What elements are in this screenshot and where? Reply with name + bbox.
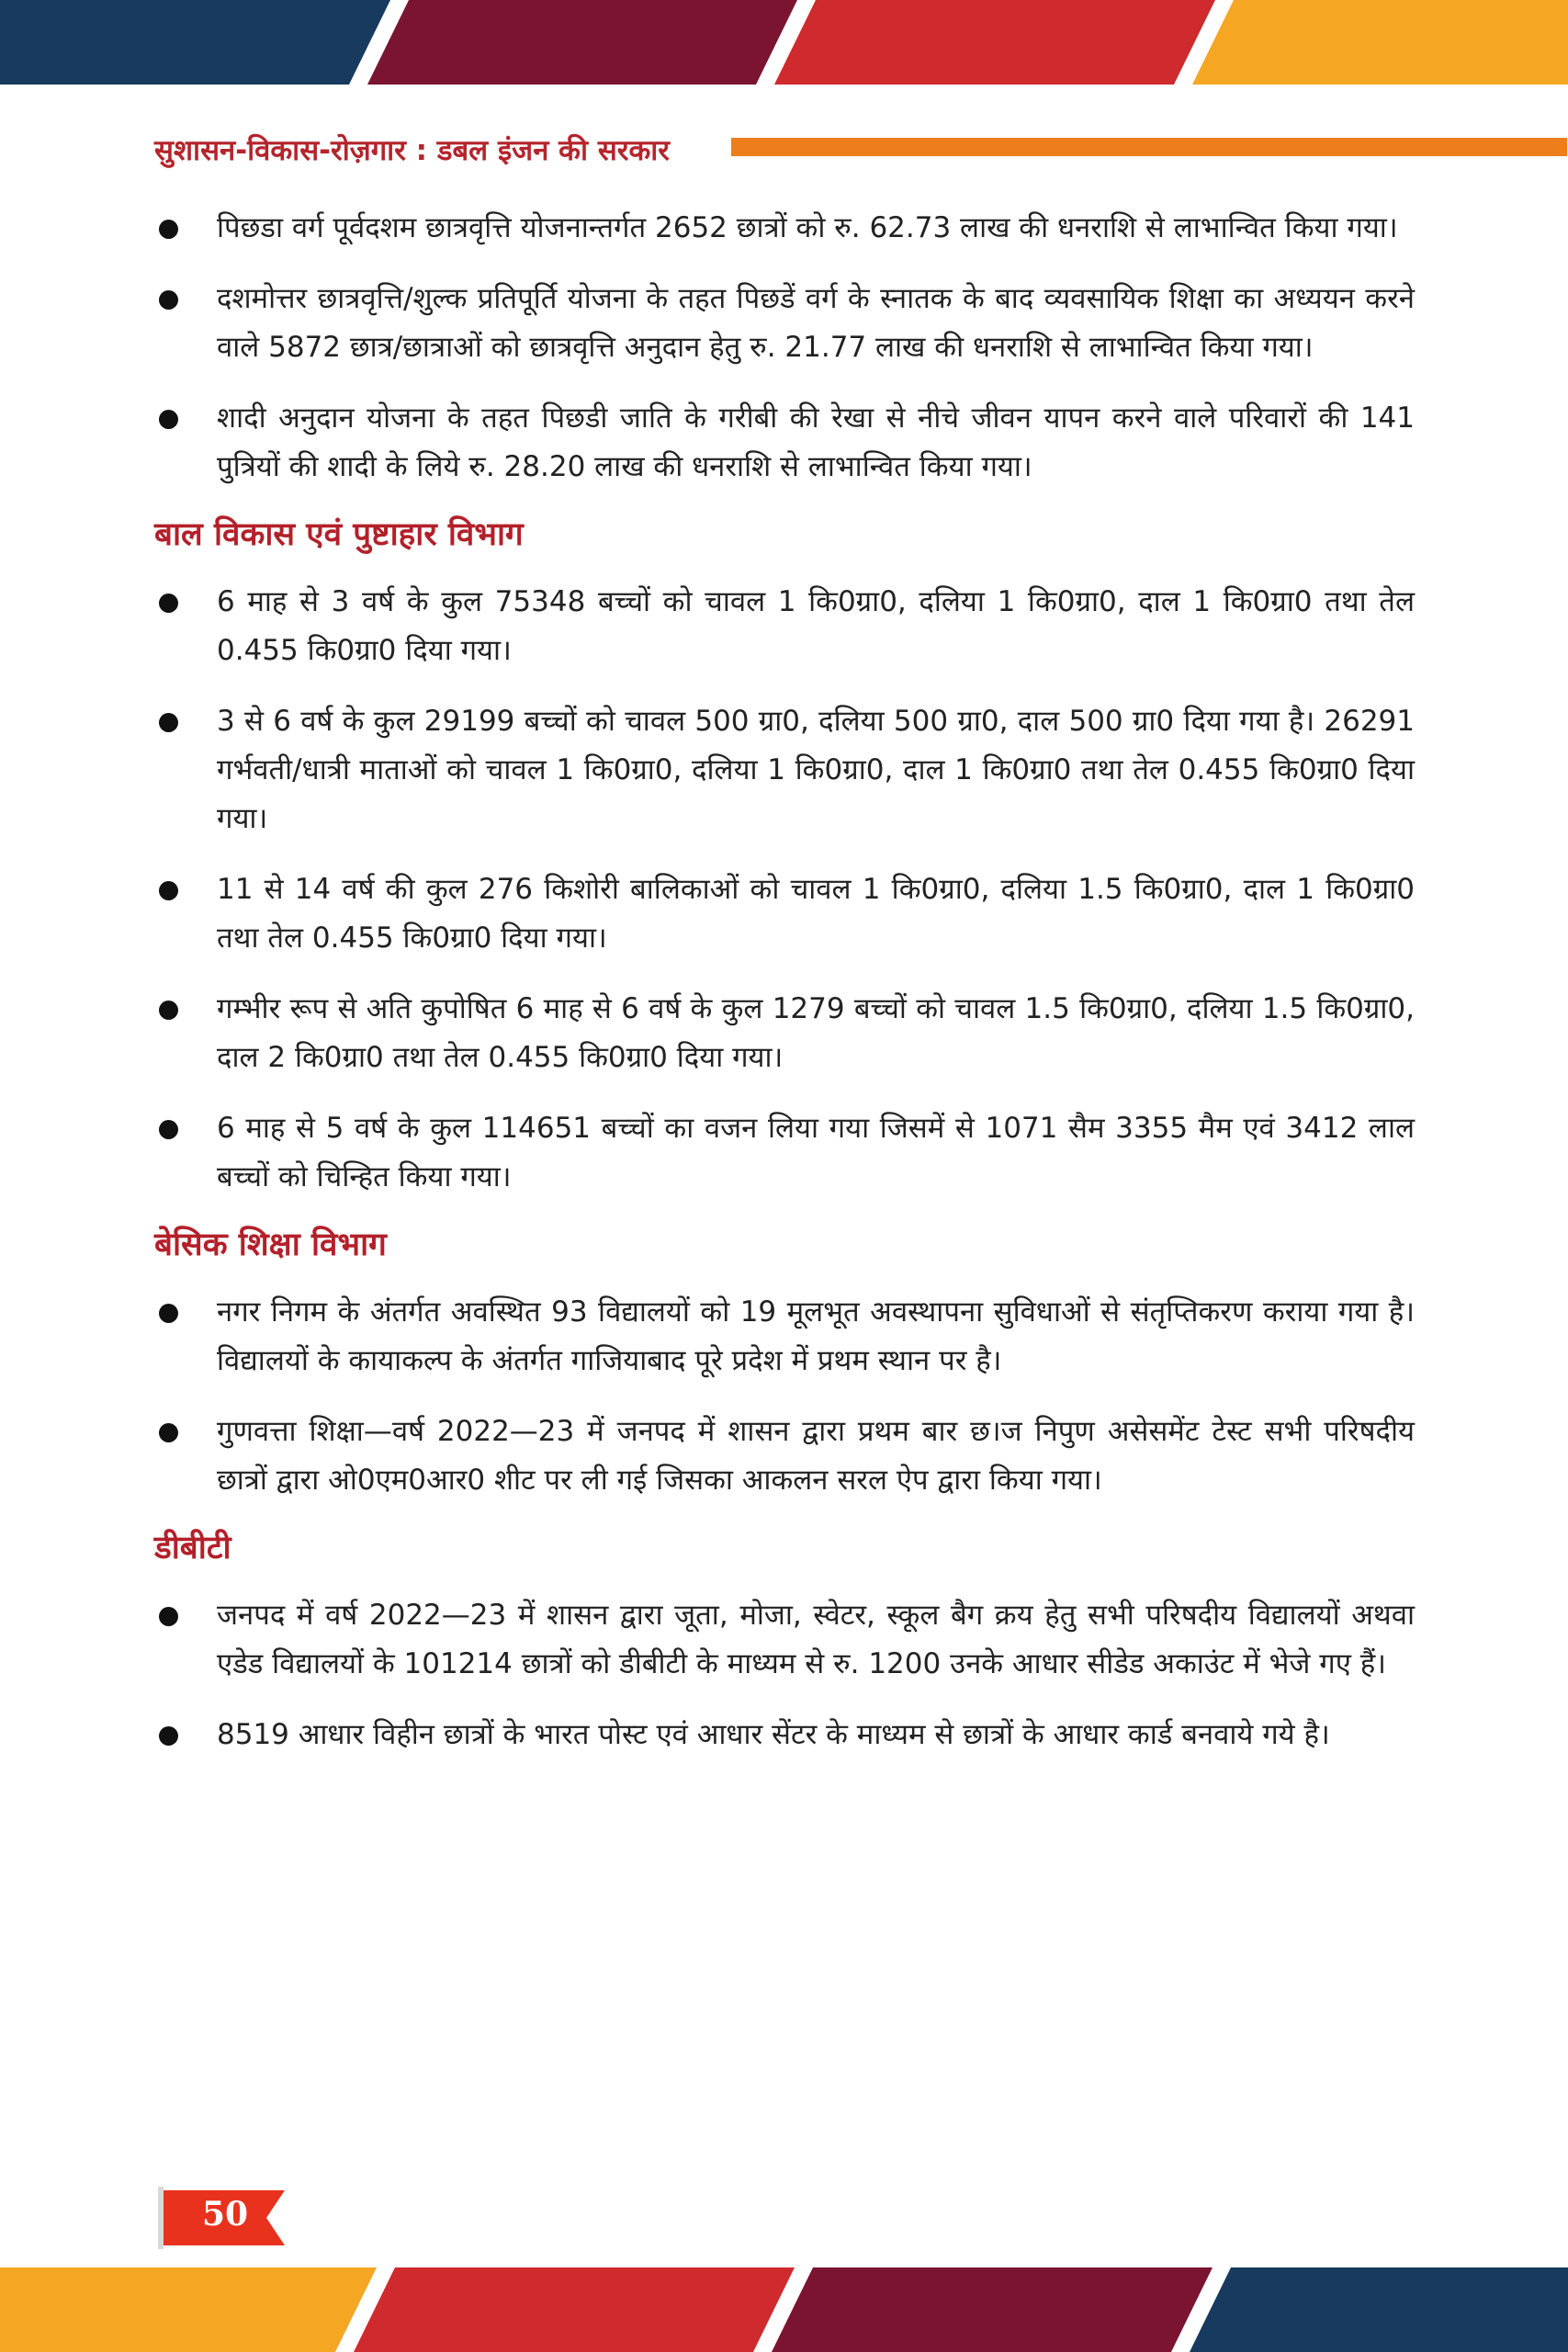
list-item: 8519 आधार विहीन छात्रों के भारत पोस्ट एवं आधार सेंटर के माध्यम से छात्रों के आधार कार्ड बनवाये गये है। — [154, 1711, 1415, 1759]
list-item: गुणवत्ता शिक्षा—वर्ष 2022—23 में जनपद में शासन द्वारा प्रथम बार छ।ज निपुण असेसमेंट टेस्ट सभी परिषदीय छात्रों द्वारा ओ0एम0आर0 शीट पर ली गई जिसका आकलन सरल ऐप द्वारा किया गया। — [154, 1408, 1415, 1505]
list-item: शादी अनुदान योजना के तहत पिछडी जाति के गरीबी की रेखा से नीचे जीवन यापन करने वाले परिवारों की 141 पुत्रियों की शादी के लिये रु. 28.20 लाख की धनराशि से लाभान्वित किया गया। — [154, 394, 1415, 492]
page-number: 50 — [202, 2195, 249, 2233]
section-basic-education-list — [154, 1288, 1415, 1505]
section-heading-child-development: बाल विकास एवं पुष्टाहार विभाग — [154, 516, 524, 553]
section-obc-list — [154, 204, 1415, 492]
list-item: जनपद में वर्ष 2022—23 में शासन द्वारा जूता, मोजा, स्वेटर, स्कूल बैग क्रय हेतु सभी परिषदीय विद्यालयों अथवा एडेड विद्यालयों के 101214 छात्रों को डीबीटी के माध्यम से रु. 1200 उनके आधार सीडेड अकाउंट में भेजे गए हैं। — [154, 1591, 1415, 1689]
running-header-title: सुशासन-विकास-रोज़गार : डबल इंजन की सरकार — [154, 134, 670, 167]
running-header-bar — [731, 138, 1567, 156]
list-item: पिछडा वर्ग पूर्वदशम छात्रवृत्ति योजनान्तर्गत 2652 छात्रों को रु. 62.73 लाख की धनराशि से लाभान्वित किया गया। — [154, 204, 1415, 253]
list-item: 11 से 14 वर्ष की कुल 276 किशोरी बालिकाओं को चावल 1 कि0ग्रा0, दलिया 1.5 कि0ग्रा0, दाल 1 कि0ग्रा0 तथा तेल 0.455 कि0ग्रा0 दिया गया। — [154, 865, 1415, 963]
bottom-band-stripes — [0, 2267, 1568, 2352]
section-heading-dbt: डीबीटी — [154, 1530, 231, 1566]
top-band-stripes — [0, 0, 1568, 85]
section-heading-basic-education: बेसिक शिक्षा विभाग — [154, 1227, 387, 1263]
list-item: गम्भीर रूप से अति कुपोषित 6 माह से 6 वर्ष के कुल 1279 बच्चों को चावल 1.5 कि0ग्रा0, दलिया 1.5 कि0ग्रा0, दाल 2 कि0ग्रा0 तथा तेल 0.455 कि0ग्रा0 दिया गया। — [154, 985, 1415, 1082]
top-decorative-band — [0, 0, 1568, 85]
section-dbt-list — [154, 1591, 1415, 1759]
list-item: 3 से 6 वर्ष के कुल 29199 बच्चों को चावल 500 ग्रा0, दलिया 500 ग्रा0, दाल 500 ग्रा0 दिया गया है। 26291 गर्भवती/धात्री माताओं को चावल 1 कि0ग्रा0, दलिया 1 कि0ग्रा0, दाल 1 कि0ग्रा0 तथा तेल 0.455 कि0ग्रा0 दिया गया। — [154, 697, 1415, 843]
list-item: 6 माह से 5 वर्ष के कुल 114651 बच्चों का वजन लिया गया जिसमें से 1071 सैम 3355 मैम एवं 3412 लाल बच्चों को चिन्हित किया गया। — [154, 1104, 1415, 1202]
list-item: नगर निगम के अंतर्गत अवस्थित 93 विद्यालयों को 19 मूलभूत अवस्थापना सुविधाओं से संतृप्तिकरण कराया गया है। विद्यालयों के कायाकल्प के अंतर्गत गाजियाबाद पूरे प्रदेश में प्रथम स्थान पर है। — [154, 1288, 1415, 1385]
list-item: 6 माह से 3 वर्ष के कुल 75348 बच्चों को चावल 1 कि0ग्रा0, दलिया 1 कि0ग्रा0, दाल 1 कि0ग्रा0 तथा तेल 0.455 कि0ग्रा0 दिया गया। — [154, 578, 1415, 675]
bottom-decorative-band — [0, 2267, 1568, 2352]
section-child-development-list — [154, 578, 1415, 1202]
page-content — [154, 204, 1415, 1781]
running-header — [154, 125, 1415, 171]
page-number-tab — [158, 2187, 287, 2249]
list-item: दशमोत्तर छात्रवृत्ति/शुल्क प्रतिपूर्ति योजना के तहत पिछडें वर्ग के स्नातक के बाद व्यवसायिक शिक्षा का अध्ययन करने वाले 5872 छात्र/छात्राओं को छात्रवृत्ति अनुदान हेतु रु. 21.77 लाख की धनराशि से लाभान्वित किया गया। — [154, 275, 1415, 372]
